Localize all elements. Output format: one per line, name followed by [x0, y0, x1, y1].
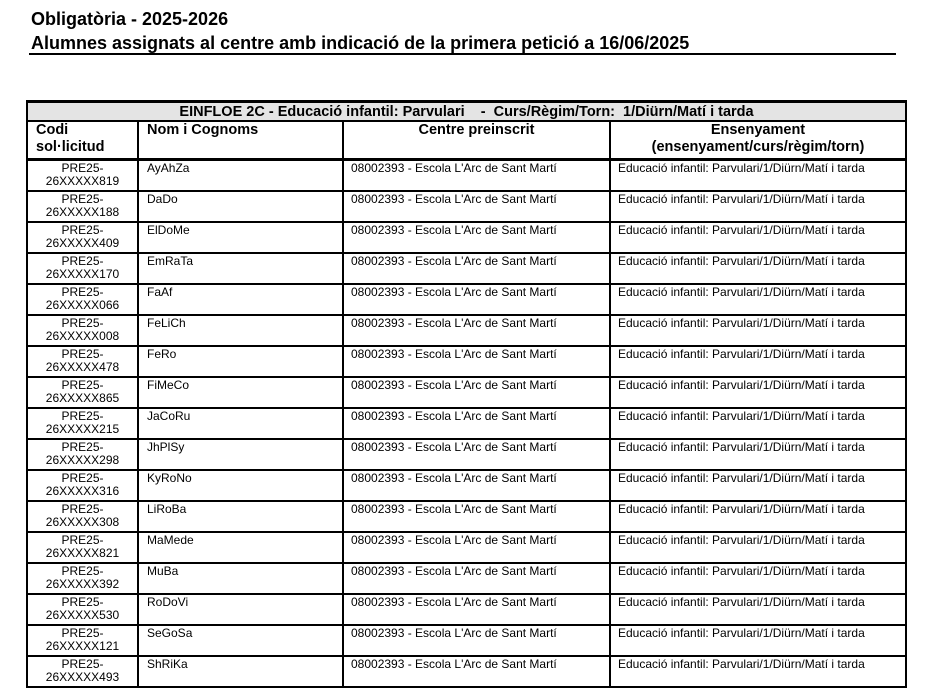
table-row	[27, 160, 906, 192]
cell-codi	[27, 253, 138, 284]
table-row	[27, 625, 906, 656]
group-label: EINFLOE 2C - Educació infantil: Parvulari - Curs/Règim/Torn: 1/Diürn/Matí i tarda	[27, 103, 906, 121]
table-row	[27, 377, 906, 408]
cell-ensenyament: Educació infantil: Parvulari/1/Diürn/Matí i tarda	[610, 594, 906, 625]
cell-ensenyament: Educació infantil: Parvulari/1/Diürn/Matí i tarda	[610, 284, 906, 315]
cell-ensenyament: Educació infantil: Parvulari/1/Diürn/Matí i tarda	[610, 439, 906, 470]
codi-suffix: 26XXXXX493	[45, 670, 120, 684]
cell-codi	[27, 656, 138, 687]
cell-ensenyament: Educació infantil: Parvulari/1/Diürn/Matí i tarda	[610, 470, 906, 501]
cell-centre: 08002393 - Escola L'Arc de Sant Martí	[343, 470, 610, 501]
codi-suffix: 26XXXXX865	[45, 391, 120, 405]
column-header-codi	[27, 121, 138, 160]
cell-ensenyament: Educació infantil: Parvulari/1/Diürn/Matí i tarda	[610, 253, 906, 284]
cell-ensenyament: Educació infantil: Parvulari/1/Diürn/Matí i tarda	[610, 656, 906, 687]
table-row	[27, 594, 906, 625]
cell-nom: FaAf	[138, 284, 343, 315]
column-header-codi-line2: sol·licitud	[36, 139, 105, 155]
codi-prefix: PRE25-	[61, 533, 104, 547]
cell-centre: 08002393 - Escola L'Arc de Sant Martí	[343, 563, 610, 594]
codi-suffix: 26XXXXX409	[45, 236, 120, 250]
codi-suffix: 26XXXXX316	[45, 484, 120, 498]
table-body	[27, 100, 906, 687]
cell-centre: 08002393 - Escola L'Arc de Sant Martí	[343, 625, 610, 656]
codi-prefix: PRE25-	[61, 657, 104, 671]
codi-suffix: 26XXXXX188	[45, 205, 120, 219]
cell-codi	[27, 563, 138, 594]
cell-codi	[27, 439, 138, 470]
document-subtitle: Alumnes assignats al centre amb indicació de la primera petició a 16/06/2025	[31, 33, 690, 53]
codi-suffix: 26XXXXX215	[45, 422, 120, 436]
cell-ensenyament: Educació infantil: Parvulari/1/Diürn/Matí i tarda	[610, 625, 906, 656]
cell-ensenyament: Educació infantil: Parvulari/1/Diürn/Matí i tarda	[610, 532, 906, 563]
table-row	[27, 284, 906, 315]
cell-centre: 08002393 - Escola L'Arc de Sant Martí	[343, 284, 610, 315]
cell-ensenyament: Educació infantil: Parvulari/1/Diürn/Matí i tarda	[610, 315, 906, 346]
cell-centre: 08002393 - Escola L'Arc de Sant Martí	[343, 439, 610, 470]
cell-ensenyament: Educació infantil: Parvulari/1/Diürn/Matí i tarda	[610, 222, 906, 253]
codi-prefix: PRE25-	[61, 626, 104, 640]
cell-nom: MaMede	[138, 532, 343, 563]
codi-suffix: 26XXXXX308	[45, 515, 120, 529]
cell-nom: FeRo	[138, 346, 343, 377]
cell-codi	[27, 191, 138, 222]
column-header-row	[27, 121, 906, 160]
cell-centre: 08002393 - Escola L'Arc de Sant Martí	[343, 532, 610, 563]
cell-codi	[27, 594, 138, 625]
cell-nom: DaDo	[138, 191, 343, 222]
cell-nom: JhPlSy	[138, 439, 343, 470]
codi-suffix: 26XXXXX066	[45, 298, 120, 312]
table-row	[27, 253, 906, 284]
codi-prefix: PRE25-	[61, 595, 104, 609]
table-row	[27, 408, 906, 439]
cell-codi	[27, 315, 138, 346]
column-header-ens-line2: (ensenyament/curs/règim/torn)	[651, 139, 865, 155]
cell-nom: FiMeCo	[138, 377, 343, 408]
cell-codi	[27, 222, 138, 253]
codi-suffix: 26XXXXX530	[45, 608, 120, 622]
table-row	[27, 315, 906, 346]
cell-nom: ShRiKa	[138, 656, 343, 687]
cell-nom: MuBa	[138, 563, 343, 594]
codi-prefix: PRE25-	[61, 347, 104, 361]
cell-centre: 08002393 - Escola L'Arc de Sant Martí	[343, 377, 610, 408]
title-divider	[29, 53, 896, 55]
cell-centre: 08002393 - Escola L'Arc de Sant Martí	[343, 160, 610, 192]
table-row	[27, 563, 906, 594]
cell-centre: 08002393 - Escola L'Arc de Sant Martí	[343, 253, 610, 284]
table-row	[27, 191, 906, 222]
column-header-codi-line1: Codi	[36, 122, 69, 138]
cell-codi	[27, 377, 138, 408]
cell-centre: 08002393 - Escola L'Arc de Sant Martí	[343, 222, 610, 253]
cell-codi	[27, 625, 138, 656]
cell-ensenyament: Educació infantil: Parvulari/1/Diürn/Matí i tarda	[610, 191, 906, 222]
codi-prefix: PRE25-	[61, 409, 104, 423]
codi-suffix: 26XXXXX170	[45, 267, 120, 281]
table-row	[27, 346, 906, 377]
table-row	[27, 222, 906, 253]
cell-ensenyament: Educació infantil: Parvulari/1/Diürn/Matí i tarda	[610, 408, 906, 439]
cell-codi	[27, 501, 138, 532]
cell-codi	[27, 470, 138, 501]
assignments-table	[26, 100, 907, 688]
table-row	[27, 439, 906, 470]
cell-centre: 08002393 - Escola L'Arc de Sant Martí	[343, 594, 610, 625]
codi-suffix: 26XXXXX821	[45, 546, 120, 560]
cell-nom: EmRaTa	[138, 253, 343, 284]
codi-suffix: 26XXXXX121	[45, 639, 120, 653]
cell-codi	[27, 284, 138, 315]
codi-suffix: 26XXXXX478	[45, 360, 120, 374]
cell-nom: LiRoBa	[138, 501, 343, 532]
cell-codi	[27, 160, 138, 192]
column-header-ens-line1: Ensenyament	[710, 122, 806, 138]
codi-suffix: 26XXXXX819	[45, 174, 120, 188]
cell-nom: RoDoVi	[138, 594, 343, 625]
cell-nom: KyRoNo	[138, 470, 343, 501]
codi-prefix: PRE25-	[61, 378, 104, 392]
cell-centre: 08002393 - Escola L'Arc de Sant Martí	[343, 656, 610, 687]
cell-centre: 08002393 - Escola L'Arc de Sant Martí	[343, 408, 610, 439]
table-row	[27, 501, 906, 532]
cell-nom: AyAhZa	[138, 160, 343, 192]
codi-prefix: PRE25-	[61, 192, 104, 206]
cell-codi	[27, 532, 138, 563]
column-header-centre: Centre preinscrit	[343, 121, 610, 160]
column-header-nom: Nom i Cognoms	[138, 121, 343, 160]
cell-ensenyament: Educació infantil: Parvulari/1/Diürn/Matí i tarda	[610, 346, 906, 377]
cell-codi	[27, 346, 138, 377]
cell-centre: 08002393 - Escola L'Arc de Sant Martí	[343, 501, 610, 532]
codi-prefix: PRE25-	[61, 502, 104, 516]
codi-prefix: PRE25-	[61, 316, 104, 330]
document-title: Obligatòria - 2025-2026	[31, 9, 229, 29]
column-header-ensenyament	[610, 121, 906, 160]
table-row	[27, 656, 906, 687]
cell-ensenyament: Educació infantil: Parvulari/1/Diürn/Matí i tarda	[610, 377, 906, 408]
codi-prefix: PRE25-	[61, 440, 104, 454]
cell-ensenyament: Educació infantil: Parvulari/1/Diürn/Matí i tarda	[610, 563, 906, 594]
cell-nom: FeLiCh	[138, 315, 343, 346]
codi-prefix: PRE25-	[61, 223, 104, 237]
cell-ensenyament: Educació infantil: Parvulari/1/Diürn/Matí i tarda	[610, 160, 906, 192]
codi-prefix: PRE25-	[61, 471, 104, 485]
cell-centre: 08002393 - Escola L'Arc de Sant Martí	[343, 315, 610, 346]
cell-ensenyament: Educació infantil: Parvulari/1/Diürn/Matí i tarda	[610, 501, 906, 532]
cell-nom: ElDoMe	[138, 222, 343, 253]
codi-prefix: PRE25-	[61, 254, 104, 268]
cell-centre: 08002393 - Escola L'Arc de Sant Martí	[343, 346, 610, 377]
codi-prefix: PRE25-	[61, 564, 104, 578]
table-row	[27, 532, 906, 563]
codi-suffix: 26XXXXX298	[45, 453, 120, 467]
cell-centre: 08002393 - Escola L'Arc de Sant Martí	[343, 191, 610, 222]
codi-prefix: PRE25-	[61, 161, 104, 175]
table-row	[27, 470, 906, 501]
codi-suffix: 26XXXXX008	[45, 329, 120, 343]
cell-nom: SeGoSa	[138, 625, 343, 656]
codi-suffix: 26XXXXX392	[45, 577, 120, 591]
cell-nom: JaCoRu	[138, 408, 343, 439]
cell-codi	[27, 408, 138, 439]
group-header-row	[27, 103, 906, 121]
codi-prefix: PRE25-	[61, 285, 104, 299]
